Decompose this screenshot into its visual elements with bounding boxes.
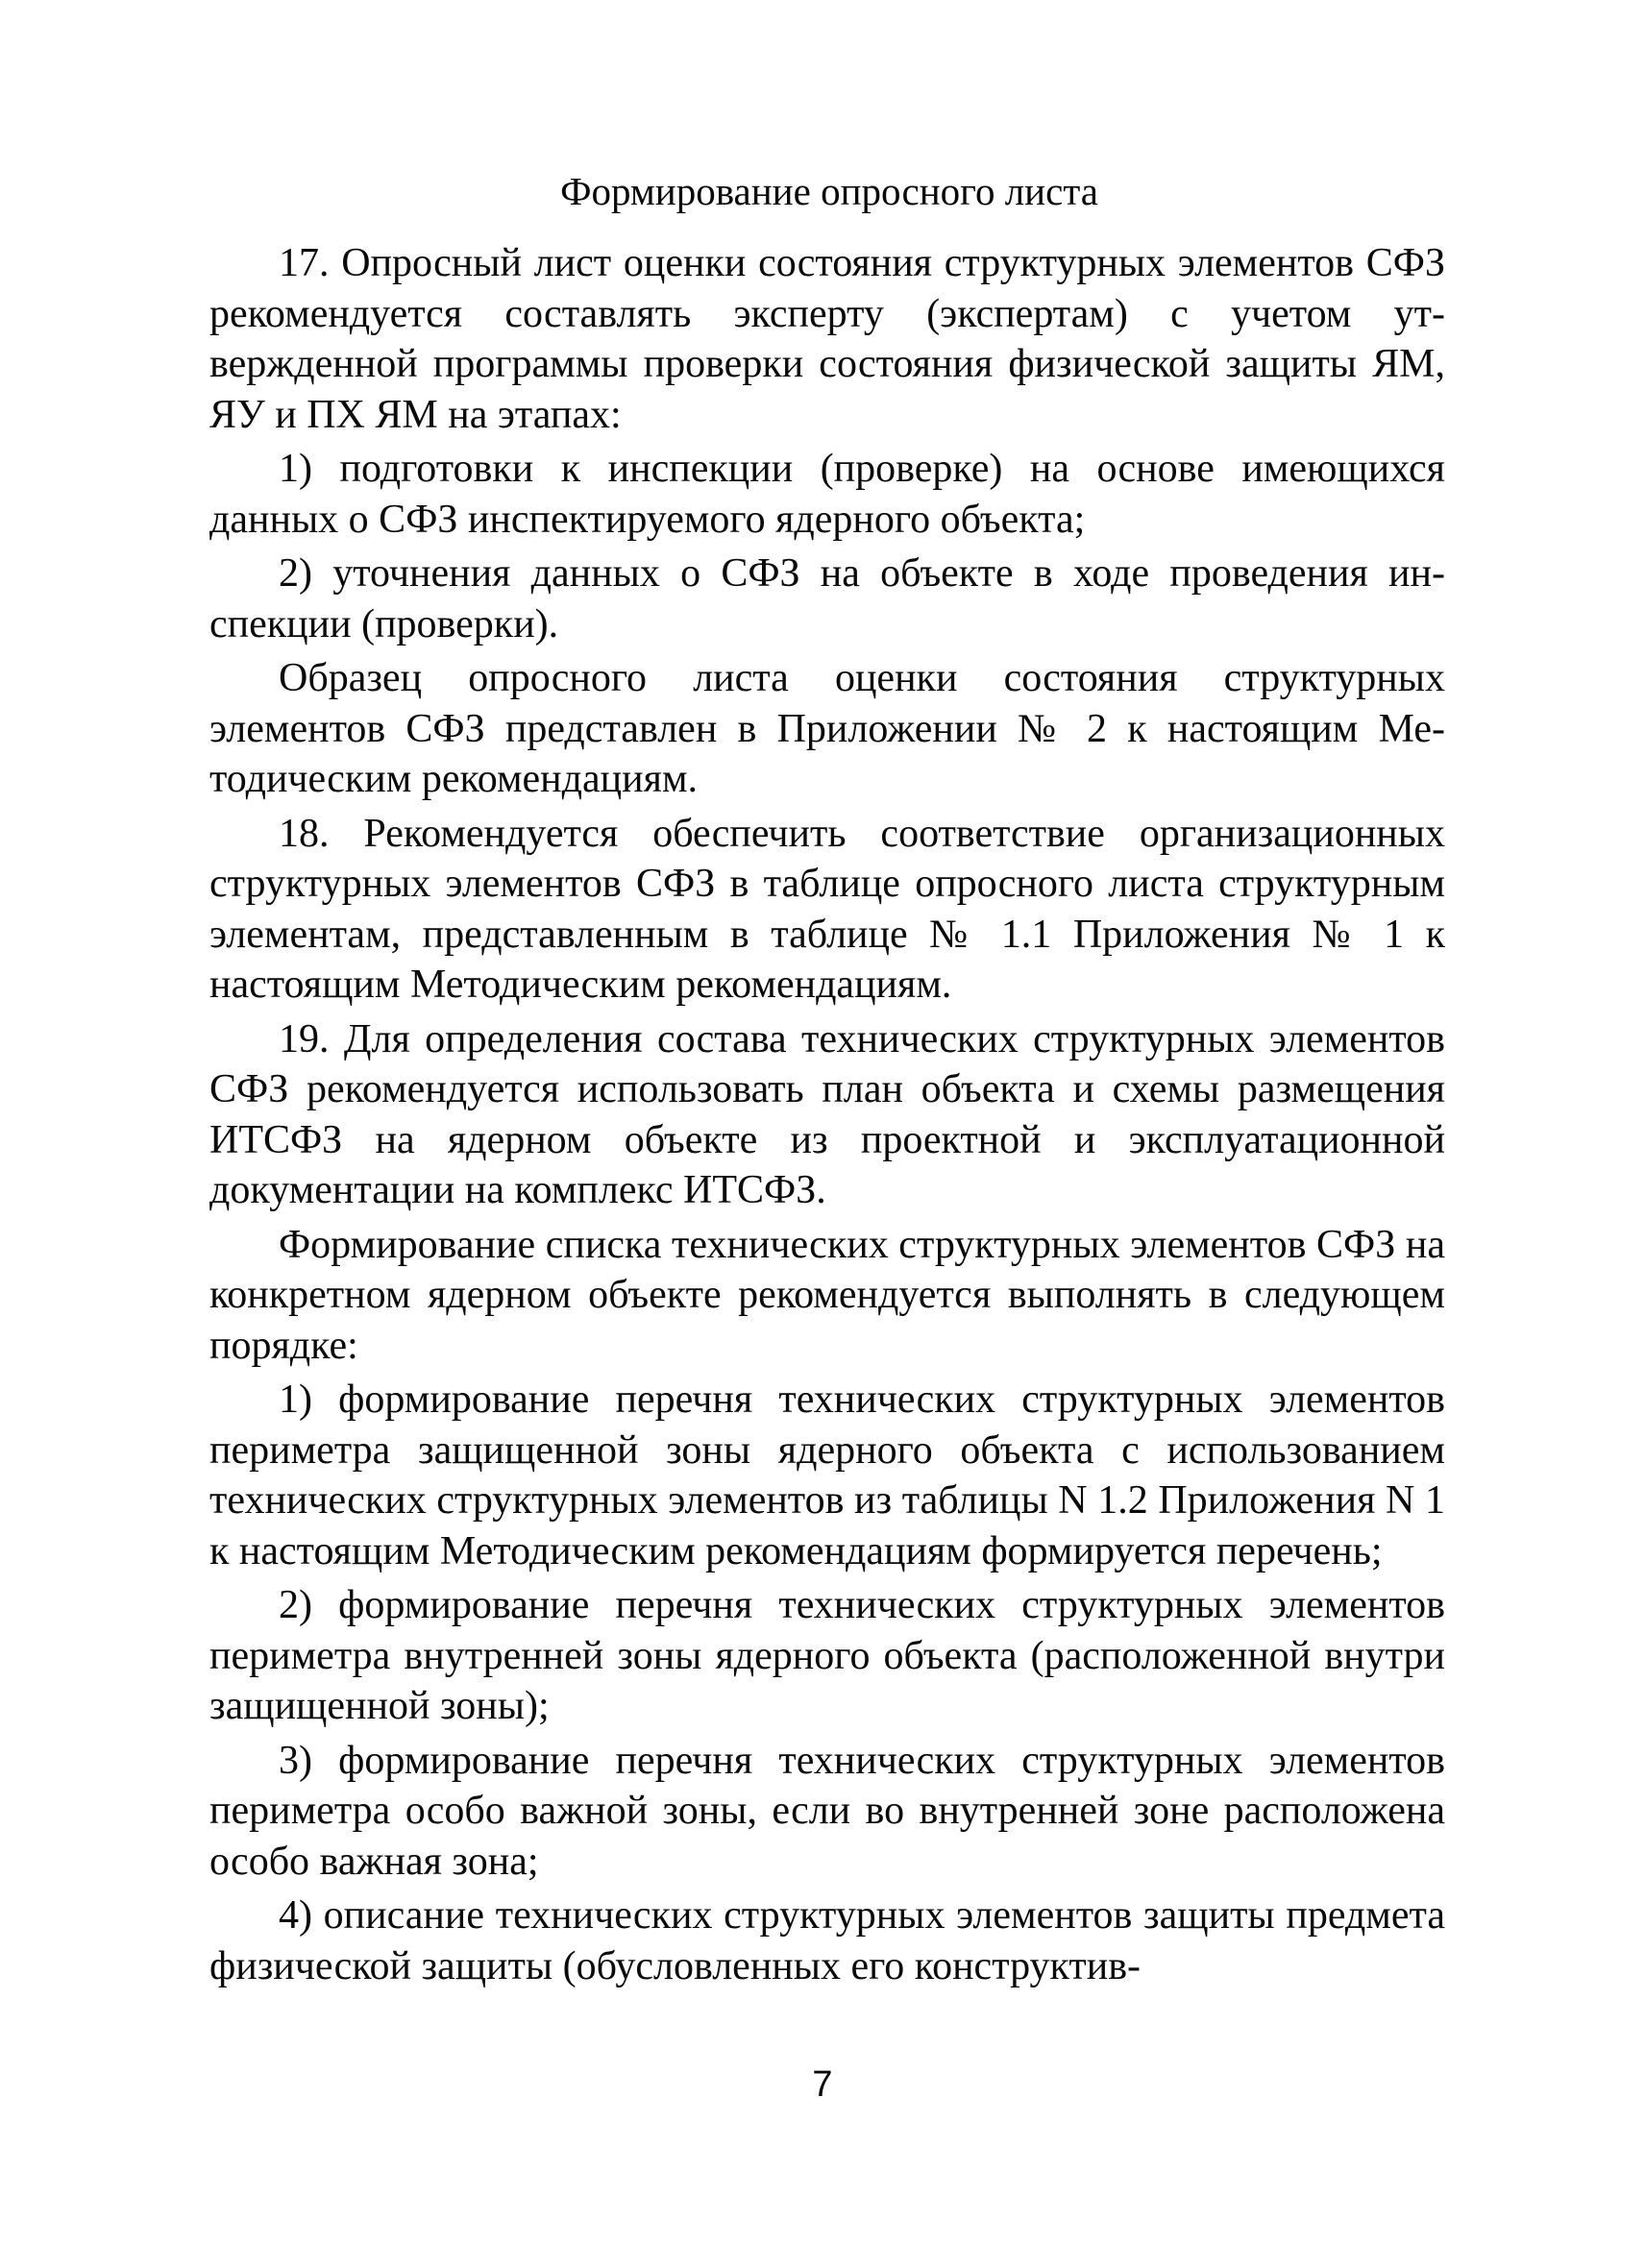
paragraph-17-item-2: 2) уточнения данных о СФЗ на объекте в ходе проведения инспекции (проверки). — [209, 551, 1445, 646]
paragraph-19: 19. Для определения состава технических структурных элементов СФЗ рекомендуется использовать план объекта и схемы размещения ИТСФЗ на ядерном объекте из проектной и эксплуатационной документации на комплекс ИТСФЗ. — [209, 1016, 1445, 1212]
list-item-2: 2) формирование перечня технических структурных элементов периметра внутренней зоны ядерного объекта (расположенной внутри защищенной зоны); — [209, 1583, 1445, 1728]
list-item-3: 3) формирование перечня технических структурных элементов периметра особо важной зоны, если во внутренней зоне расположена особо важная зона; — [209, 1738, 1445, 1884]
paragraph-list-intro: Формирование списка технических структурных элементов СФЗ на конкретном ядерном объекте рекомендуется выполнять в следующем порядке: — [209, 1222, 1445, 1368]
paragraph-sample-reference: Образец опросного листа оценки состояния структурных элементов СФЗ представлен в Приложении № 2 к настоящим Методическим рекомендациям. — [209, 656, 1445, 801]
section-heading: Формирование опросного листа — [560, 169, 1098, 213]
paragraph-17-item-1: 1) подготовки к инспекции (проверке) на основе имеющихся данных о СФЗ инспектируемого ядерного объекта; — [209, 447, 1445, 542]
paragraph-18: 18. Рекомендуется обеспечить соответствие организационных структурных элементов СФЗ в таблице опросного листа структурным элементам, представленным в таблице № 1.1 Приложения № 1 к настоящим Методическим рекомендациям. — [209, 811, 1445, 1007]
page-body — [209, 165, 1445, 1991]
page-number: 7 — [812, 2064, 833, 2105]
list-item-4: 4) описание технических структурных элементов защиты предмета физической защиты (обусловленных его конструктив- — [209, 1893, 1445, 1988]
paragraph-17: 17. Опросный лист оценки состояния структурных элементов СФЗ рекомендуется составлять эксперту (экспертам) с учетом утвержденной программы проверки состояния физической защиты ЯМ, ЯУ и ПХ ЯМ на этапах: — [209, 241, 1445, 437]
list-item-1: 1) формирование перечня технических структурных элементов периметра защищенной зоны ядерного объекта с использованием технических структурных элементов из таблицы N 1.2 Приложения N 1 к настоящим Методическим рекомендациям формируется перечень; — [209, 1378, 1445, 1573]
